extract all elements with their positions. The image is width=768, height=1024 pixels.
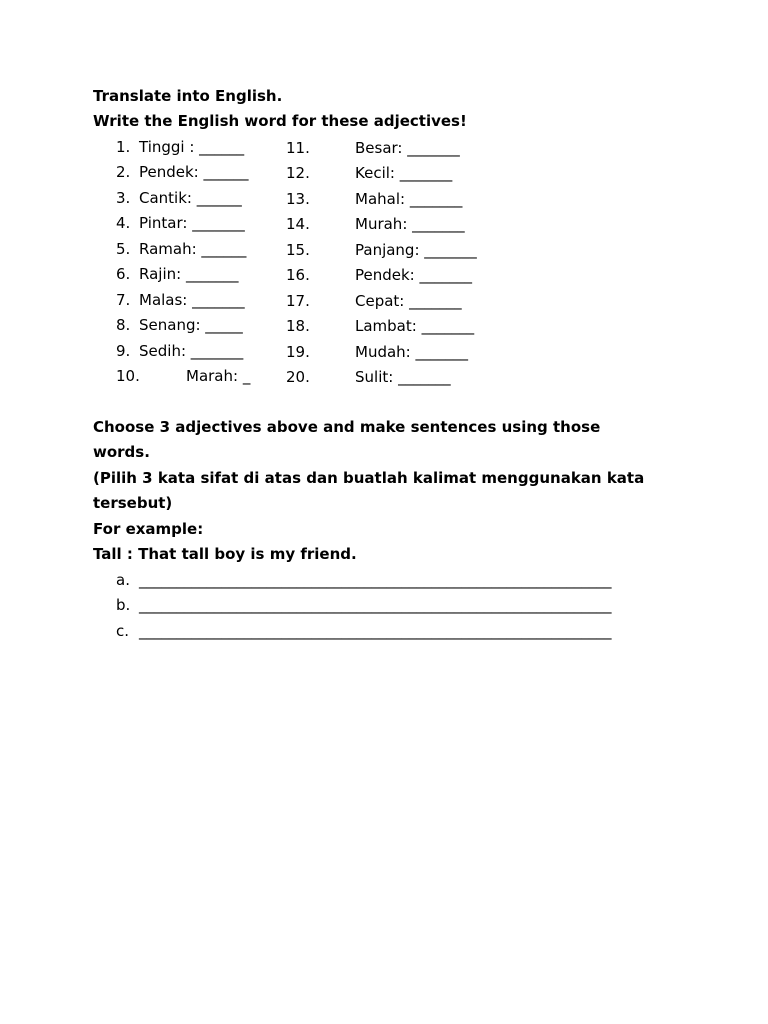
list-item-number: 1. bbox=[116, 138, 131, 156]
list-item-number: 5. bbox=[116, 240, 131, 258]
list-item: Mahal: _______ bbox=[355, 190, 463, 208]
list-item-number: 20. bbox=[286, 368, 310, 386]
list-item: Rajin: _______ bbox=[139, 265, 239, 283]
list-item: Pendek: ______ bbox=[139, 163, 249, 181]
instruction-line: (Pilih 3 kata sifat di atas dan buatlah kalimat menggunakan kata bbox=[93, 469, 645, 487]
list-item: Cepat: _______ bbox=[355, 292, 462, 310]
list-item-number: 18. bbox=[286, 317, 310, 335]
list-item: Besar: _______ bbox=[355, 139, 460, 157]
list-item-number: 12. bbox=[286, 164, 310, 182]
list-item: Pendek: _______ bbox=[355, 266, 473, 284]
list-item-number: 10. bbox=[116, 367, 140, 385]
list-item: Sedih: _______ bbox=[139, 342, 244, 360]
list-item: Kecil: _______ bbox=[355, 164, 453, 182]
list-item: Sulit: _______ bbox=[355, 368, 451, 386]
instruction-line: Choose 3 adjectives above and make sentences using those bbox=[93, 418, 601, 436]
list-item-number: 16. bbox=[286, 266, 310, 284]
instruction-line: words. bbox=[93, 443, 150, 461]
list-item-number: 15. bbox=[286, 241, 310, 259]
list-item-number: 14. bbox=[286, 215, 310, 233]
heading-instruction: Write the English word for these adjectives! bbox=[93, 112, 467, 130]
answer-label: c. bbox=[116, 622, 130, 640]
list-item: Ramah: ______ bbox=[139, 240, 247, 258]
list-item-number: 19. bbox=[286, 343, 310, 361]
answer-blank: _______________________________________________________________ bbox=[139, 571, 612, 589]
list-item-number: 7. bbox=[116, 291, 131, 309]
list-item: Lambat: _______ bbox=[355, 317, 475, 335]
answer-blank: _______________________________________________________________ bbox=[139, 596, 612, 614]
list-item-number: 3. bbox=[116, 189, 131, 207]
list-item-number: 9. bbox=[116, 342, 131, 360]
list-item-number: 6. bbox=[116, 265, 131, 283]
list-item: Mudah: _______ bbox=[355, 343, 468, 361]
instruction-line: tersebut) bbox=[93, 494, 173, 512]
list-item: Senang: _____ bbox=[139, 316, 243, 334]
heading-translate: Translate into English. bbox=[93, 87, 283, 105]
list-item-number: 11. bbox=[286, 139, 310, 157]
example-label: For example: bbox=[93, 520, 204, 538]
list-item: Tinggi : ______ bbox=[139, 138, 245, 156]
list-item: Pintar: _______ bbox=[139, 214, 245, 232]
answer-label: a. bbox=[116, 571, 130, 589]
list-item: Panjang: _______ bbox=[355, 241, 477, 259]
list-item-number: 2. bbox=[116, 163, 131, 181]
list-item-number: 17. bbox=[286, 292, 310, 310]
list-item: Cantik: ______ bbox=[139, 189, 242, 207]
list-item-number: 13. bbox=[286, 190, 310, 208]
example-sentence: Tall : That tall boy is my friend. bbox=[93, 545, 357, 563]
answer-label: b. bbox=[116, 596, 131, 614]
list-item: Malas: _______ bbox=[139, 291, 245, 309]
list-item-number: 4. bbox=[116, 214, 131, 232]
list-item-number: 8. bbox=[116, 316, 131, 334]
answer-blank: _______________________________________________________________ bbox=[139, 622, 612, 640]
list-item: Murah: _______ bbox=[355, 215, 465, 233]
list-item: Marah: _ bbox=[186, 367, 251, 385]
